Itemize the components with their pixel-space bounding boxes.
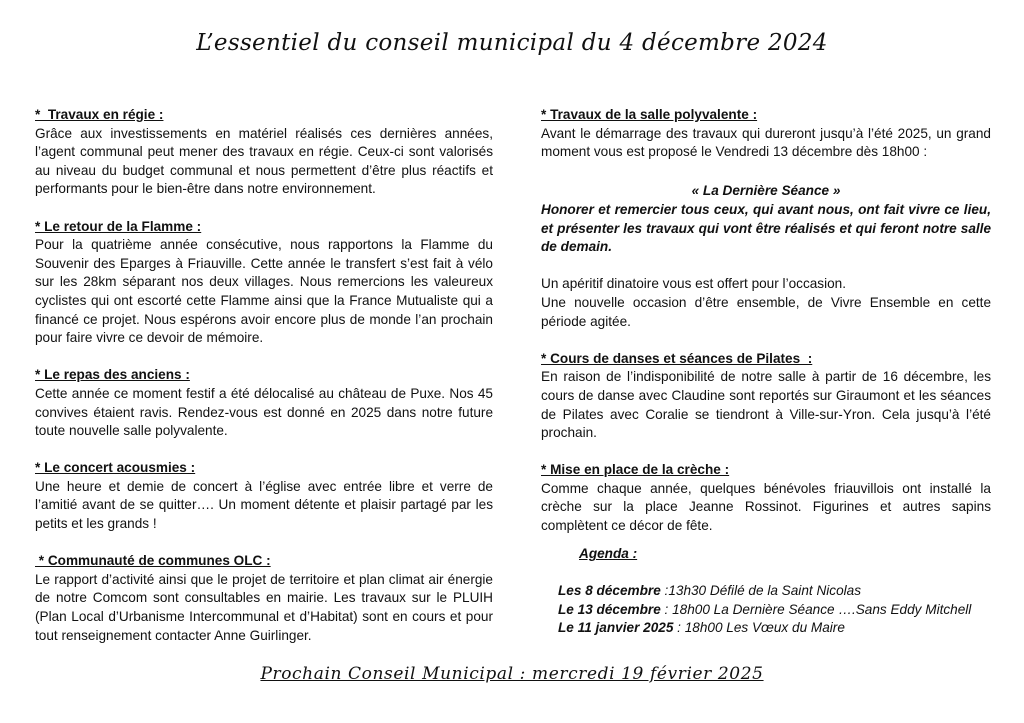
- section-heading: * Le repas des anciens :: [35, 367, 190, 383]
- footer-next-council: Prochain Conseil Municipal : mercredi 19 février 2025: [260, 664, 764, 684]
- spacer: [541, 162, 991, 181]
- section-concert: [35, 459, 493, 533]
- section-heading: * Travaux de la salle polyvalente :: [541, 107, 758, 122]
- occasion-text: Une nouvelle occasion d’être ensemble, de Vivre Ensemble en cette période agitée.: [541, 294, 991, 329]
- agenda: [558, 545, 971, 638]
- section-heading: * Communauté de communes OLC :: [35, 553, 271, 569]
- section-comcom: [35, 552, 493, 645]
- section-cours-danse: [541, 350, 991, 443]
- section-retour-flamme: [35, 218, 493, 348]
- section-text: Une heure et demie de concert à l’église avec entrée libre et verre de l’amitié avant de se quitter…. Un moment détente et plaisir partagé par les petits et les grands !: [35, 478, 493, 532]
- aperitif-text: Un apéritif dinatoire vous est offert pour l’occasion.: [541, 276, 847, 292]
- section-heading: * Le retour de la Flamme :: [35, 218, 202, 234]
- section-travaux-regie: [35, 106, 493, 199]
- section-text: Avant le démarrage des travaux qui dureront jusqu’à l’été 2025, un grand moment vous est proposé le Vendredi 13 décembre dès 18h00 :: [541, 125, 991, 160]
- spacer: [541, 257, 991, 276]
- right-column: [541, 106, 991, 554]
- section-heading: * Cours de danses et séances de Pilates :: [541, 350, 813, 366]
- agenda-item: [558, 601, 971, 620]
- section-creche: [541, 461, 991, 535]
- section-text: Le rapport d’activité ainsi que le projet de territoire et plan climat air énergie de notre Comcom sont consultables en mairie. Les travaux sur le PLUIH (Plan Local d’Urbanisme Intercommunal et d’Habitat) sont en cours et pour tout renseignement contacter Anne Guirlinger.: [35, 571, 493, 643]
- agenda-text: :13h30 Défilé de la Saint Nicolas: [660, 583, 862, 599]
- agenda-text: : 18h00 Les Vœux du Maire: [673, 620, 845, 636]
- agenda-date: Le 11 janvier 2025: [558, 620, 674, 636]
- section-salle-polyvalente: [541, 106, 991, 331]
- page-title: L’essentiel du conseil municipal du 4 décembre 2024: [196, 30, 828, 56]
- section-heading: * Mise en place de la crèche :: [541, 462, 730, 478]
- agenda-item: [558, 619, 971, 638]
- event-text: Honorer et remercier tous ceux, qui avant nous, ont fait vivre ce lieu, et présenter les travaux qui vont être réalisés et qui feront notre salle de demain.: [541, 201, 991, 255]
- section-text: Cette année ce moment festif a été délocalisé au château de Puxe. Nos 45 convives étaient ravis. Rendez-vous est donné en 2025 dans notre future toute nouvelle salle polyvalente.: [35, 385, 493, 439]
- section-text: Comme chaque année, quelques bénévoles friauvillois ont installé la crèche sur la place Jeanne Rossinot. Figurines et autres sapins complètent ce décor de fête.: [541, 480, 991, 534]
- agenda-item: [558, 582, 971, 601]
- agenda-heading: Agenda :: [579, 546, 638, 561]
- agenda-date: Le 13 décembre: [558, 601, 661, 617]
- agenda-text: : 18h00 La Dernière Séance ….Sans Eddy Mitchell: [660, 601, 972, 617]
- event-title: « La Dernière Séance »: [691, 183, 841, 199]
- section-text: Pour la quatrième année consécutive, nous rapportons la Flamme du Souvenir des Eparges à Friauville. Cette année le transfert s’est fait à vélo sur les 28km séparant nos deux villages. Nous remercions les valeureux cyclistes qui ont escorté cette Flamme ainsi que la France Mutualiste qui a financé ce projet. Nous espérons avoir encore plus de monde l’an prochain pour faire vivre ce devoir de mémoire.: [35, 237, 493, 346]
- section-heading: * Le concert acousmies :: [35, 460, 196, 476]
- section-repas-anciens: [35, 366, 493, 440]
- section-heading: * Travaux en régie :: [35, 107, 164, 122]
- section-text: En raison de l’indisponibilité de notre salle à partir de 16 décembre, les cours de danse avec Claudine sont reportés sur Giraumont et les séances de Pilates avec Coralie se tiendront à Ville-sur-Yron. Cela jusqu’à l’été prochain.: [541, 369, 991, 441]
- agenda-date: Les 8 décembre: [558, 583, 661, 599]
- section-text: Grâce aux investissements en matériel réalisés ces dernières années, l’agent communal peut mener des travaux en régie. Ceux-ci sont valorisés au niveau du budget communal et nous permettent d’être plus réactifs et performants pour le bien-être dans notre environnement.: [35, 125, 493, 197]
- left-column: [35, 106, 493, 664]
